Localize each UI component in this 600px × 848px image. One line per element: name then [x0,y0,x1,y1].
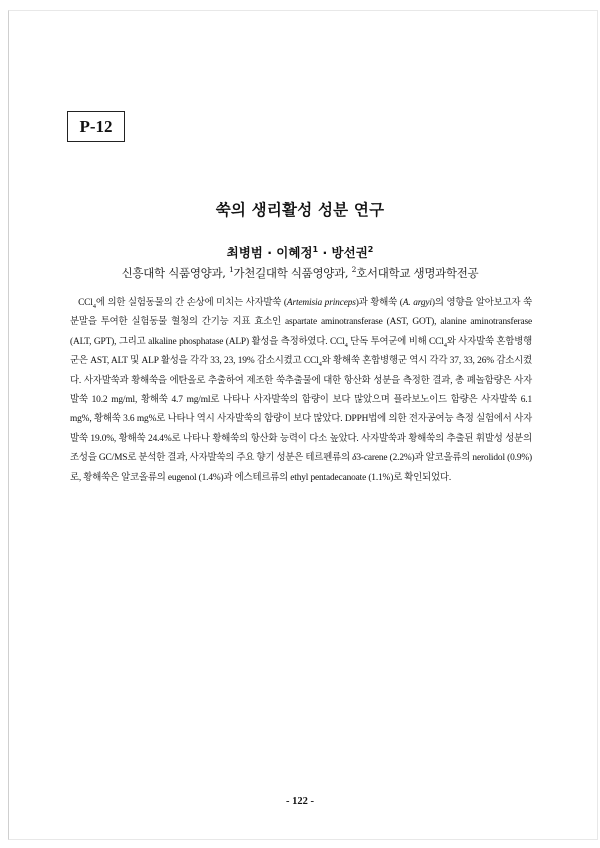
abstract-text: 와 황해쑥 혼합병행군 역시 각각 37, 33, 26% 감소시켰다. 사자발쑥과 황해쑥을 에탄올로 추출하여 제조한 쑥추출물에 대한 항산화 성분을 측정한 결과, 총 폐놀함량은 사자발쑥 10.2 mg/ml, 황해쑥 4.7 mg/ml로 나타나 사자발쑥의 함량이 보다 많았으며 플라보노이드 함량은 사자발쑥 6.1 mg%, 황해쑥 3.6 mg%로 나타나 역시 사자발쑥의 함량이 보다 많았다. DPPH법에 의한 전자공여능 측정 실험에서 사자발쑥 19.0%, 황해쑥 24.4%로 나타나 황해쑥의 항산화 능력이 다소 높았다. 사자발쑥과 황해쑥의 추출된 휘발성 성분의 조성을 GC/MS로 분석한 결과, 사자발쑥의 주요 향기 성분은 테르펜류의 [70,356,532,464]
subscript: 4 [344,341,348,349]
abstract-text: 단독 투여군에 비해 CCl [347,336,444,347]
species-name: Artemisia princeps [286,298,356,308]
affiliation-3: 호서대학교 생명과학전공 [356,266,479,280]
author-names-2: · 방선권 [318,245,368,260]
subscript: 4 [318,361,322,369]
subscript: 4 [92,302,96,310]
abstract-text: 와 사자발쑥 혼합병행군은 AST, ALT 및 ALP 활성을 각각 33, 23, 19% 감소시켰고 CCl [70,336,533,367]
abstract-text: 3-carene (2.2%)과 알코올류의 nerolidol (0.9%)로, 황해쑥은 알코올류의 eugenol (1.4%)과 에스테르류의 ethyl pentadecanoate (1.1%)로 확인되었다. [70,453,532,483]
author-line [0,243,600,261]
abstract-text: CCl [78,298,93,308]
abstract-text: )의 영향을 알아보고자 쑥분말을 투여한 실험동물 혈청의 간기능 지표 효소인 aspartate aminotransferase (AST, GOT), alanine aminotransferase (ALT, GPT), 그리고 alkaline phosphatase (ALP) 활성을 측정하였다. CCl [70,298,532,347]
abstract-text: )과 황해쑥 ( [355,298,403,308]
author-sup-1: 1 [312,244,319,254]
affiliation-1: 신흥대학 식품영양과, [121,266,229,280]
affiliation-line [0,265,600,281]
affiliation-2: 가천길대학 식품영양과, [233,266,352,280]
species-name: A. argyi [402,298,432,308]
abstract-body [70,294,532,488]
author-sup-2: 2 [367,244,374,254]
paper-title: 쑥의 생리활성 성분 연구 [215,201,385,219]
affiliation-sup-1: 1 [228,265,234,275]
affiliation-sup-2: 2 [351,265,357,275]
abstract-text: 에 의한 실험동물의 간 손상에 미치는 사자발쑥 ( [95,298,287,308]
greek-delta: δ [352,453,357,464]
subscript: 4 [443,341,447,349]
page-number: - 122 - [286,796,314,807]
author-names-1: 최병범 · 이혜정 [226,245,313,260]
presentation-code: P-12 [67,111,125,142]
